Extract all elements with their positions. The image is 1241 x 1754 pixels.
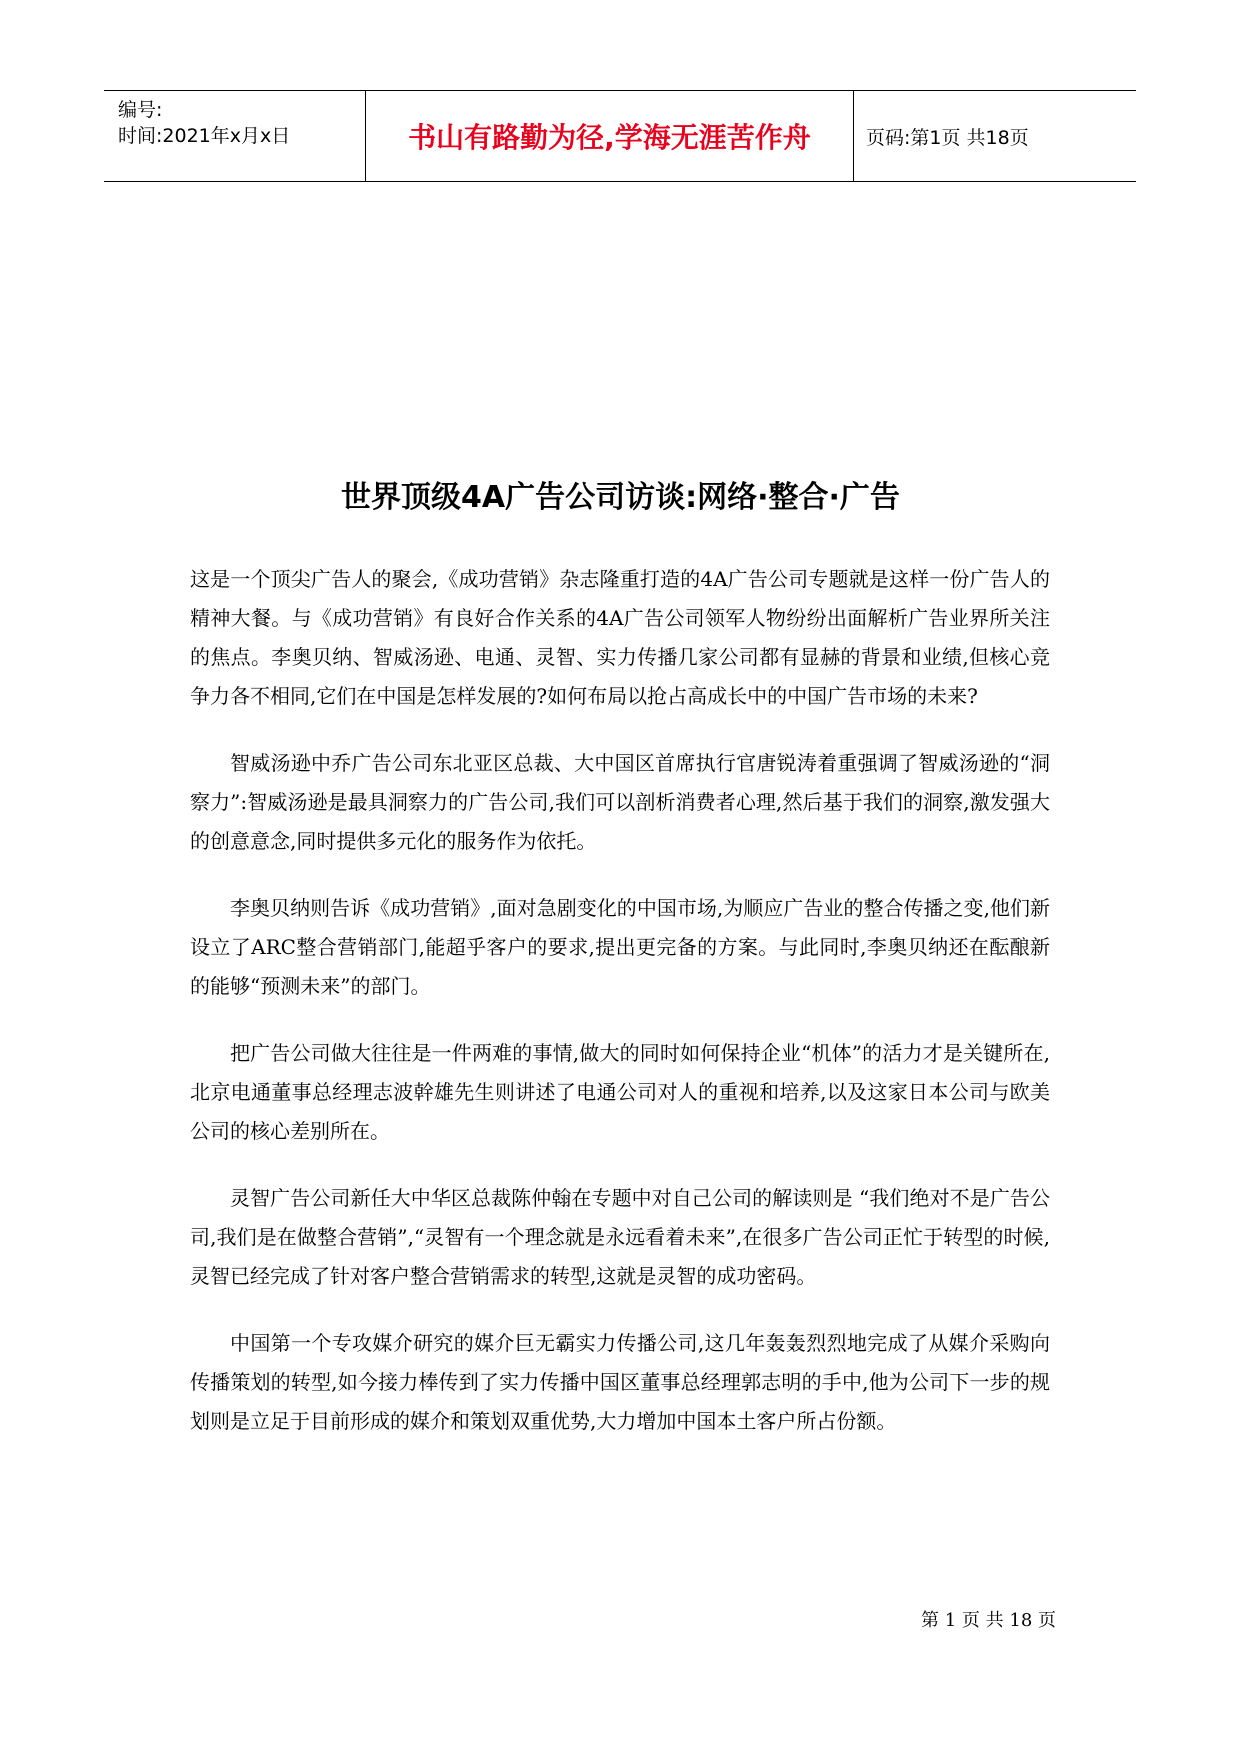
document-number-label: 编号: bbox=[118, 99, 163, 121]
paragraph: 智威汤逊中乔广告公司东北亚区总裁、大中国区首席执行官唐锐涛着重强调了智威汤逊的“洞察力”:智威汤逊是最具洞察力的广告公司,我们可以剖析消费者心理,然后基于我们的洞察,激发强大的创意意念,同时提供多元化的服务作为依托。 bbox=[190, 751, 1050, 853]
paragraph: 把广告公司做大往往是一件两难的事情,做大的同时如何保持企业“机体”的活力才是关键所在,北京电通董事总经理志波幹雄先生则讲述了电通公司对人的重视和培养,以及这家日本公司与欧美公司的核心差别所在。 bbox=[190, 1041, 1050, 1143]
document-date-label: 时间:2021年x月x日 bbox=[118, 125, 291, 147]
article-body bbox=[190, 560, 1050, 1469]
paragraph: 李奥贝纳则告诉《成功营销》,面对急剧变化的中国市场,为顺应广告业的整合传播之变,他们新设立了ARC整合营销部门,能超乎客户的要求,提出更完备的方案。与此同时,李奥贝纳还在酝酿新的能够“预测未来”的部门。 bbox=[190, 896, 1050, 998]
paragraph-intro: 这是一个顶尖广告人的聚会,《成功营销》杂志隆重打造的4A广告公司专题就是这样一份广告人的精神大餐。与《成功营销》有良好合作关系的4A广告公司领军人物纷纷出面解析广告业界所关注的焦点。李奥贝纳、智威汤逊、电通、灵智、实力传播几家公司都有显赫的背景和业绩,但核心竞争力各不相同,它们在中国是怎样发展的?如何布局以抢占高成长中的中国广告市场的未来? bbox=[190, 567, 1050, 708]
header-meta bbox=[104, 91, 366, 181]
document-header bbox=[104, 90, 1136, 182]
header-motto: 书山有路勤为径,学海无涯苦作舟 bbox=[366, 91, 854, 181]
page-footer: 第 1 页 共 18 页 bbox=[921, 1610, 1056, 1631]
paragraph: 中国第一个专攻媒介研究的媒介巨无霸实力传播公司,这几年轰轰烈烈地完成了从媒介采购向传播策划的转型,如今接力棒传到了实力传播中国区董事总经理郭志明的手中,他为公司下一步的规划则是立足于目前形成的媒介和策划双重优势,大力增加中国本土客户所占份额。 bbox=[190, 1331, 1050, 1433]
paragraph: 灵智广告公司新任大中华区总裁陈仲翰在专题中对自己公司的解读则是 “我们绝对不是广告公司,我们是在做整合营销”,“灵智有一个理念就是永远看着未来”,在很多广告公司正忙于转型的时候,灵智已经完成了针对客户整合营销需求的转型,这就是灵智的成功密码。 bbox=[190, 1186, 1050, 1288]
header-page-number: 页码:第1页 共18页 bbox=[866, 126, 1029, 149]
article-title: 世界顶级4A广告公司访谈:网络·整合·广告 bbox=[341, 480, 900, 515]
